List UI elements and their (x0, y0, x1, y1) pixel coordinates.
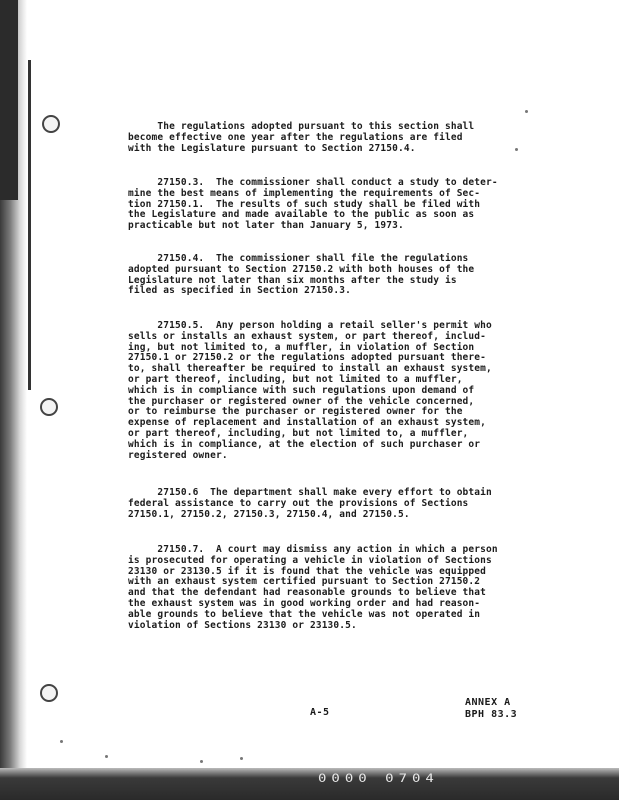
scan-speck (200, 760, 203, 763)
paragraph-regulations-effective: The regulations adopted pursuant to this section shall become effective one year after the regulations are filed with the Legislature pursuant to Section 27150.4. (128, 121, 475, 154)
paragraph-27150-7: 27150.7. A court may dismiss any action in which a person is prosecuted for operating a vehicle in violation of Sections 23130 or 23130.5 if it is found that the vehicle was equipped with an exhaust system certified pursuant to Section 27150.2 and that the defendant had reasonable grounds to believe that the exhaust system was in good working order and had reason- able grounds to believe that the vehicle was not operated in violation of Sections 23130 or 23130.5. (128, 544, 498, 631)
paragraph-27150-5: 27150.5. Any person holding a retail seller's permit who sells or installs an exhaust system, or part thereof, includ- ing, but not limited to, a muffler, in violation of Section 27150.1 or 27150.2 or the regulations adopted pursuant there- to, shall thereafter be required to install an exhaust system, or part thereof, including, but not limited to a muffler, which is in compliance with such regulations upon demand of the purchaser or registered owner of the vehicle concerned, or to reimburse the purchaser or registered owner for the expense of replacement and installation of an exhaust system, or part thereof, including, but not limited to, a muffler, which is in compliance, at the election of such purchaser or registered owner. (128, 320, 492, 461)
punch-hole-bottom (40, 684, 58, 702)
punch-hole-top (42, 115, 60, 133)
scan-left-shadow (0, 0, 18, 200)
annex-ref: BPH 83.3 (465, 709, 518, 720)
annex-label: ANNEX A (465, 697, 511, 708)
annex-reference (465, 697, 517, 721)
margin-bar (28, 60, 31, 390)
frame-number: 0000 0704 (318, 772, 439, 786)
scan-bottom-edge (0, 768, 619, 800)
scan-speck (60, 740, 63, 743)
scan-speck (515, 148, 518, 151)
paragraph-27150-3: 27150.3. The commissioner shall conduct a study to deter- mine the best means of implementing the requirements of Sec- tion 27150.1. The results of such study shall be filed with the Legislature and made available to the public as soon as practicable but not later than January 5, 1973. (128, 177, 498, 232)
paragraph-27150-6: 27150.6 The department shall make every effort to obtain federal assistance to carry out the provisions of Sections 27150.1, 27150.2, 27150.3, 27150.4, and 27150.5. (128, 487, 492, 520)
punch-hole-middle (40, 398, 58, 416)
scan-speck (525, 110, 528, 113)
scan-speck (105, 755, 108, 758)
page-number: A-5 (310, 707, 330, 718)
scan-speck (240, 757, 243, 760)
paragraph-27150-4: 27150.4. The commissioner shall file the regulations adopted pursuant to Section 27150.2 with both houses of the Legislature not later than six months after the study is filed as specified in Section 27150.3. (128, 253, 475, 297)
